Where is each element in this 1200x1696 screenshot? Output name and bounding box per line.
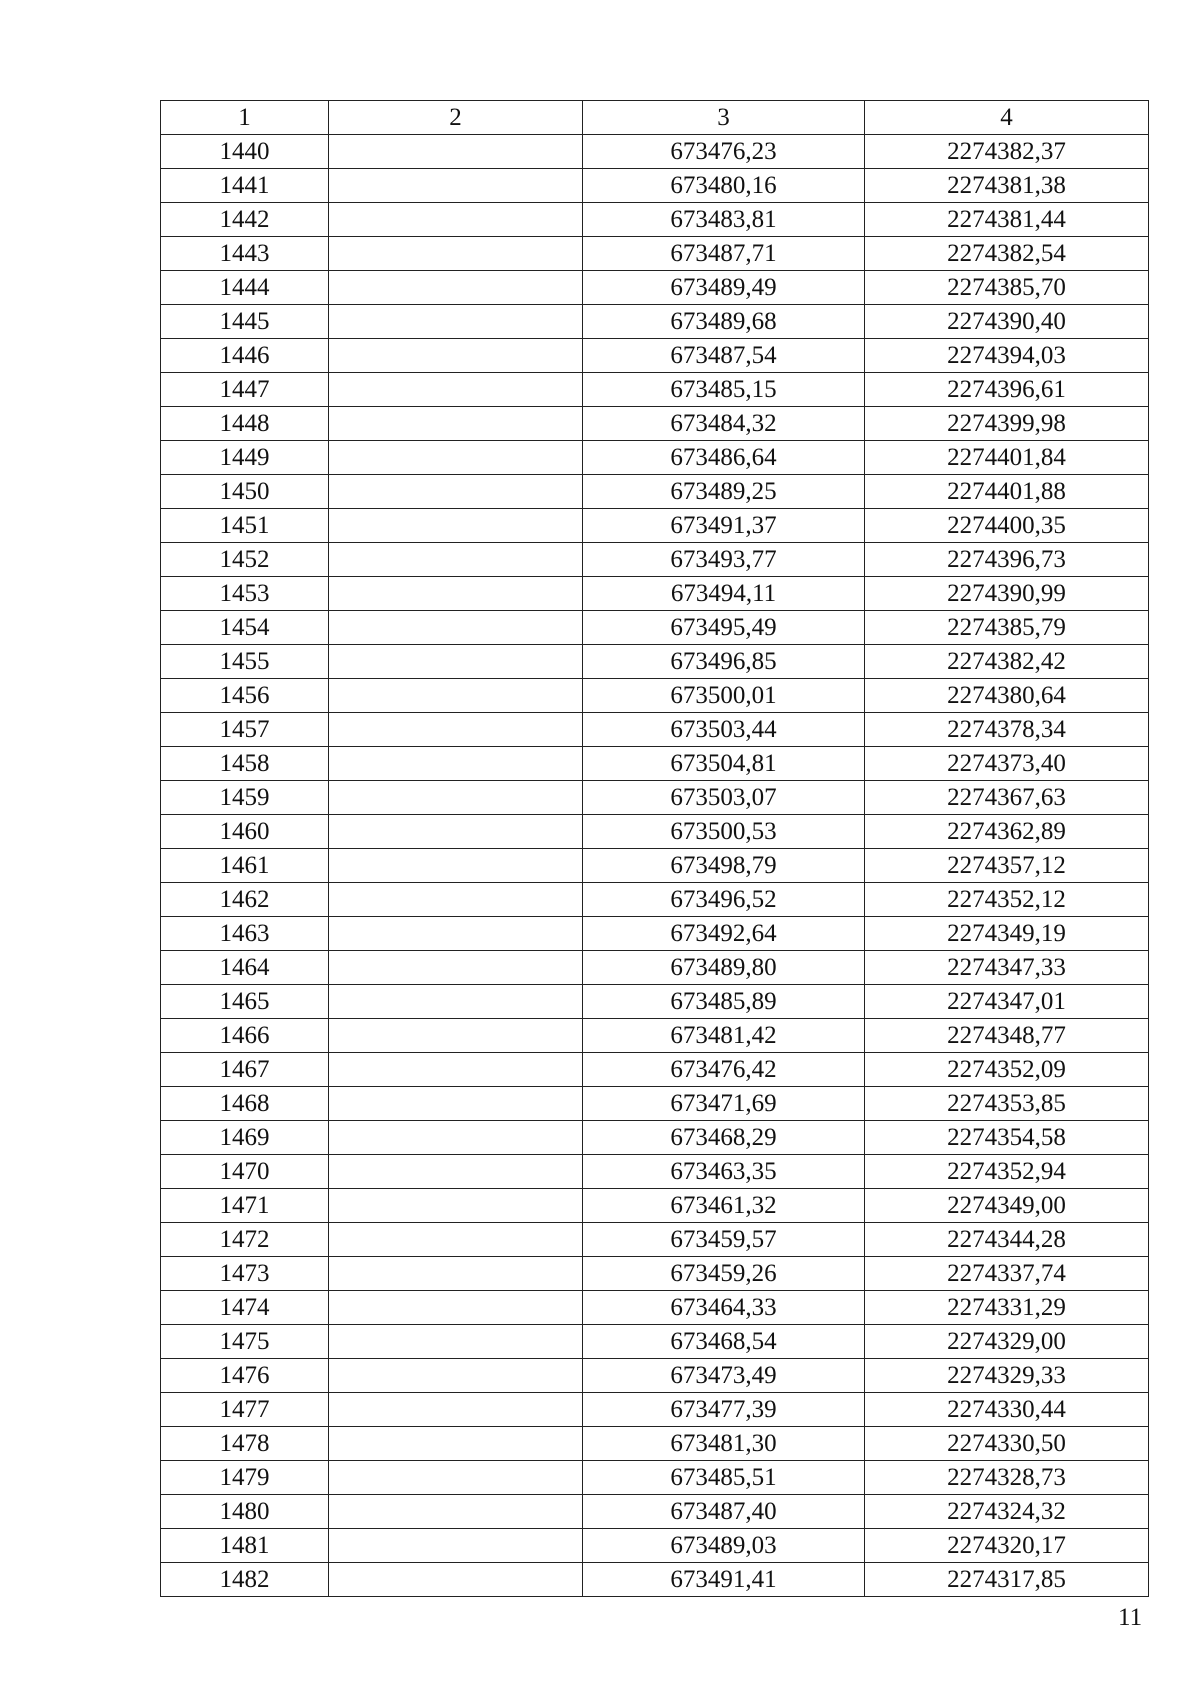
coordinate-x-cell: 673486,64 [583,441,865,475]
column-2-cell [329,1121,583,1155]
column-2-cell [329,1053,583,1087]
coordinate-x-cell: 673483,81 [583,203,865,237]
point-number-cell: 1448 [161,407,329,441]
table-row [161,577,1149,611]
coordinate-y-cell: 2274396,73 [865,543,1149,577]
coordinate-x-cell: 673489,49 [583,271,865,305]
column-2-cell [329,203,583,237]
table-row [161,815,1149,849]
table-row [161,135,1149,169]
table-header-row [161,101,1149,135]
table-row [161,1563,1149,1597]
coordinate-y-cell: 2274348,77 [865,1019,1149,1053]
column-2-cell [329,407,583,441]
point-number-cell: 1458 [161,747,329,781]
point-number-cell: 1482 [161,1563,329,1597]
coordinate-y-cell: 2274367,63 [865,781,1149,815]
coordinate-y-cell: 2274382,54 [865,237,1149,271]
coordinate-y-cell: 2274330,50 [865,1427,1149,1461]
column-2-cell [329,1087,583,1121]
table-row [161,1257,1149,1291]
column-2-cell [329,1393,583,1427]
column-2-cell [329,509,583,543]
coordinate-x-cell: 673473,49 [583,1359,865,1393]
coordinate-y-cell: 2274373,40 [865,747,1149,781]
table-row [161,169,1149,203]
coordinate-y-cell: 2274380,64 [865,679,1149,713]
coordinate-x-cell: 673468,54 [583,1325,865,1359]
column-2-cell [329,305,583,339]
table-row [161,373,1149,407]
table-row [161,203,1149,237]
column-2-cell [329,1291,583,1325]
point-number-cell: 1461 [161,849,329,883]
point-number-cell: 1481 [161,1529,329,1563]
column-2-cell [329,339,583,373]
coordinate-x-cell: 673461,32 [583,1189,865,1223]
column-2-cell [329,373,583,407]
coordinate-y-cell: 2274347,33 [865,951,1149,985]
table-row [161,407,1149,441]
coordinate-y-cell: 2274352,94 [865,1155,1149,1189]
table-row [161,849,1149,883]
coordinate-x-cell: 673496,85 [583,645,865,679]
point-number-cell: 1447 [161,373,329,407]
coordinate-x-cell: 673487,40 [583,1495,865,1529]
point-number-cell: 1470 [161,1155,329,1189]
table-row [161,1019,1149,1053]
coordinate-y-cell: 2274354,58 [865,1121,1149,1155]
column-2-cell [329,135,583,169]
coordinate-x-cell: 673463,35 [583,1155,865,1189]
point-number-cell: 1468 [161,1087,329,1121]
column-2-cell [329,645,583,679]
point-number-cell: 1478 [161,1427,329,1461]
column-header-2: 2 [329,101,583,135]
table-row [161,1461,1149,1495]
point-number-cell: 1457 [161,713,329,747]
point-number-cell: 1462 [161,883,329,917]
table-row [161,475,1149,509]
column-2-cell [329,747,583,781]
table-row [161,951,1149,985]
table-row [161,1325,1149,1359]
point-number-cell: 1444 [161,271,329,305]
point-number-cell: 1459 [161,781,329,815]
point-number-cell: 1463 [161,917,329,951]
coordinate-x-cell: 673491,41 [583,1563,865,1597]
coordinate-y-cell: 2274353,85 [865,1087,1149,1121]
column-2-cell [329,237,583,271]
coordinates-table [160,100,1149,1597]
point-number-cell: 1480 [161,1495,329,1529]
point-number-cell: 1453 [161,577,329,611]
coordinate-x-cell: 673498,79 [583,849,865,883]
coordinate-x-cell: 673489,80 [583,951,865,985]
column-2-cell [329,679,583,713]
coordinate-y-cell: 2274320,17 [865,1529,1149,1563]
point-number-cell: 1443 [161,237,329,271]
coordinate-y-cell: 2274385,79 [865,611,1149,645]
table-row [161,747,1149,781]
column-2-cell [329,985,583,1019]
column-2-cell [329,1461,583,1495]
coordinate-x-cell: 673504,81 [583,747,865,781]
coordinate-y-cell: 2274329,33 [865,1359,1149,1393]
coordinate-x-cell: 673459,26 [583,1257,865,1291]
coordinate-y-cell: 2274362,89 [865,815,1149,849]
point-number-cell: 1465 [161,985,329,1019]
table-body [161,101,1149,1597]
column-2-cell [329,1223,583,1257]
point-number-cell: 1450 [161,475,329,509]
point-number-cell: 1454 [161,611,329,645]
coordinate-x-cell: 673480,16 [583,169,865,203]
coordinate-y-cell: 2274390,99 [865,577,1149,611]
coordinate-x-cell: 673496,52 [583,883,865,917]
coordinate-y-cell: 2274349,19 [865,917,1149,951]
coordinate-y-cell: 2274378,34 [865,713,1149,747]
column-header-1: 1 [161,101,329,135]
coordinate-y-cell: 2274401,84 [865,441,1149,475]
table-row [161,1529,1149,1563]
table-row [161,1359,1149,1393]
table-row [161,781,1149,815]
point-number-cell: 1441 [161,169,329,203]
coordinate-y-cell: 2274357,12 [865,849,1149,883]
coordinate-x-cell: 673491,37 [583,509,865,543]
point-number-cell: 1464 [161,951,329,985]
coordinate-x-cell: 673503,44 [583,713,865,747]
column-header-3: 3 [583,101,865,135]
coordinate-x-cell: 673476,23 [583,135,865,169]
coordinate-y-cell: 2274381,38 [865,169,1149,203]
table-row [161,339,1149,373]
coordinates-table-container [160,100,1148,1597]
point-number-cell: 1460 [161,815,329,849]
table-row [161,713,1149,747]
point-number-cell: 1445 [161,305,329,339]
coordinate-y-cell: 2274330,44 [865,1393,1149,1427]
coordinate-x-cell: 673500,53 [583,815,865,849]
coordinate-x-cell: 673500,01 [583,679,865,713]
coordinate-x-cell: 673464,33 [583,1291,865,1325]
column-2-cell [329,1155,583,1189]
coordinate-y-cell: 2274385,70 [865,271,1149,305]
column-2-cell [329,169,583,203]
point-number-cell: 1440 [161,135,329,169]
page-number: 11 [1118,1604,1143,1631]
table-row [161,985,1149,1019]
point-number-cell: 1466 [161,1019,329,1053]
table-row [161,543,1149,577]
point-number-cell: 1471 [161,1189,329,1223]
table-row [161,271,1149,305]
point-number-cell: 1473 [161,1257,329,1291]
column-2-cell [329,1019,583,1053]
point-number-cell: 1467 [161,1053,329,1087]
coordinate-x-cell: 673492,64 [583,917,865,951]
coordinate-x-cell: 673481,30 [583,1427,865,1461]
column-2-cell [329,271,583,305]
coordinate-y-cell: 2274381,44 [865,203,1149,237]
coordinate-y-cell: 2274382,42 [865,645,1149,679]
table-row [161,1427,1149,1461]
point-number-cell: 1456 [161,679,329,713]
coordinate-y-cell: 2274324,32 [865,1495,1149,1529]
table-row [161,645,1149,679]
coordinate-y-cell: 2274337,74 [865,1257,1149,1291]
coordinate-x-cell: 673493,77 [583,543,865,577]
coordinate-x-cell: 673495,49 [583,611,865,645]
column-2-cell [329,1529,583,1563]
coordinate-x-cell: 673485,51 [583,1461,865,1495]
point-number-cell: 1455 [161,645,329,679]
table-row [161,237,1149,271]
coordinate-x-cell: 673468,29 [583,1121,865,1155]
table-row [161,1393,1149,1427]
coordinate-x-cell: 673494,11 [583,577,865,611]
coordinate-y-cell: 2274400,35 [865,509,1149,543]
column-2-cell [329,441,583,475]
point-number-cell: 1476 [161,1359,329,1393]
column-2-cell [329,577,583,611]
table-row [161,1495,1149,1529]
point-number-cell: 1477 [161,1393,329,1427]
coordinate-y-cell: 2274394,03 [865,339,1149,373]
column-2-cell [329,781,583,815]
point-number-cell: 1451 [161,509,329,543]
table-row [161,1155,1149,1189]
column-2-cell [329,1325,583,1359]
coordinate-y-cell: 2274347,01 [865,985,1149,1019]
coordinate-y-cell: 2274352,12 [865,883,1149,917]
coordinate-x-cell: 673471,69 [583,1087,865,1121]
table-row [161,1189,1149,1223]
coordinate-y-cell: 2274401,88 [865,475,1149,509]
coordinate-x-cell: 673489,03 [583,1529,865,1563]
column-2-cell [329,1189,583,1223]
table-row [161,1053,1149,1087]
column-2-cell [329,611,583,645]
column-2-cell [329,1257,583,1291]
column-2-cell [329,1427,583,1461]
column-2-cell [329,917,583,951]
column-header-4: 4 [865,101,1149,135]
table-row [161,611,1149,645]
coordinate-x-cell: 673503,07 [583,781,865,815]
point-number-cell: 1442 [161,203,329,237]
point-number-cell: 1474 [161,1291,329,1325]
column-2-cell [329,1563,583,1597]
column-2-cell [329,713,583,747]
coordinate-y-cell: 2274390,40 [865,305,1149,339]
column-2-cell [329,883,583,917]
coordinate-y-cell: 2274396,61 [865,373,1149,407]
point-number-cell: 1452 [161,543,329,577]
column-2-cell [329,1495,583,1529]
coordinate-y-cell: 2274329,00 [865,1325,1149,1359]
coordinate-x-cell: 673487,54 [583,339,865,373]
point-number-cell: 1479 [161,1461,329,1495]
point-number-cell: 1475 [161,1325,329,1359]
coordinate-y-cell: 2274344,28 [865,1223,1149,1257]
table-row [161,305,1149,339]
coordinate-x-cell: 673487,71 [583,237,865,271]
coordinate-y-cell: 2274349,00 [865,1189,1149,1223]
column-2-cell [329,543,583,577]
column-2-cell [329,1359,583,1393]
table-row [161,509,1149,543]
coordinate-x-cell: 673485,89 [583,985,865,1019]
table-row [161,1291,1149,1325]
coordinate-y-cell: 2274382,37 [865,135,1149,169]
column-2-cell [329,849,583,883]
column-2-cell [329,951,583,985]
coordinate-y-cell: 2274328,73 [865,1461,1149,1495]
table-row [161,883,1149,917]
coordinate-x-cell: 673489,25 [583,475,865,509]
column-2-cell [329,815,583,849]
table-row [161,1121,1149,1155]
table-row [161,441,1149,475]
table-row [161,1223,1149,1257]
point-number-cell: 1469 [161,1121,329,1155]
coordinate-x-cell: 673459,57 [583,1223,865,1257]
coordinate-x-cell: 673485,15 [583,373,865,407]
table-row [161,679,1149,713]
coordinate-x-cell: 673477,39 [583,1393,865,1427]
coordinate-x-cell: 673489,68 [583,305,865,339]
column-2-cell [329,475,583,509]
point-number-cell: 1446 [161,339,329,373]
table-row [161,917,1149,951]
coordinate-y-cell: 2274317,85 [865,1563,1149,1597]
coordinate-y-cell: 2274399,98 [865,407,1149,441]
coordinate-y-cell: 2274331,29 [865,1291,1149,1325]
point-number-cell: 1472 [161,1223,329,1257]
coordinate-x-cell: 673481,42 [583,1019,865,1053]
coordinate-x-cell: 673476,42 [583,1053,865,1087]
coordinate-x-cell: 673484,32 [583,407,865,441]
coordinate-y-cell: 2274352,09 [865,1053,1149,1087]
point-number-cell: 1449 [161,441,329,475]
table-row [161,1087,1149,1121]
